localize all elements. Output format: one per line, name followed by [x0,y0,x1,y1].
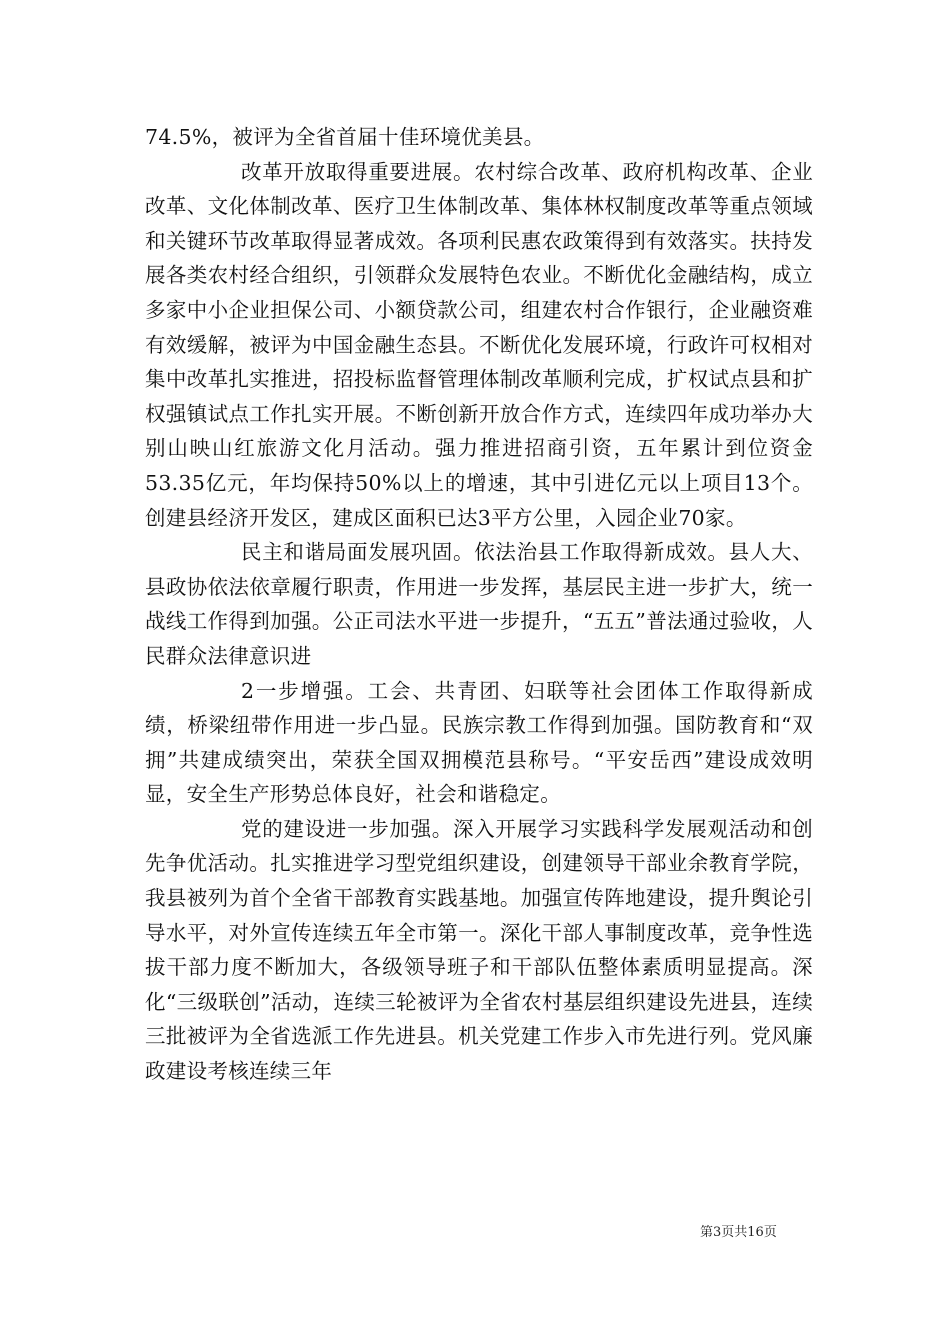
page-number-footer: 第3页共16页 [700,1225,777,1240]
paragraph-reform-opening: 改革开放取得重要进展。农村综合改革、政府机构改革、企业改革、文化体制改革、医疗卫生体制改革、集体林权制度改革等重点领域和关键环节改革取得显著成效。各项利民惠农政策得到有效落实。扶持发展各类农村经合组织，引领群众发展特色农业。不断优化金融结构，成立多家中小企业担保公司、小额贷款公司，组建农村合作银行，企业融资难有效缓解，被评为中国金融生态县。不断优化发展环境，行政许可权相对集中改革扎实推进，招投标监督管理体制改革顺利完成，扩权试点县和扩权强镇试点工作扎实开展。不断创新开放合作方式，连续四年成功举办大别山映山红旅游文化月活动。强力推进招商引资，五年累计到位资金53.35亿元，年均保持50%以上的增速，其中引进亿元以上项目13个。创建县经济开发区，建成区面积已达3平方公里，入园企业70家。 [145,159,813,530]
document-body [145,120,813,1089]
paragraph-continuation: 74.5%，被评为全省首届十佳环境优美县。 [145,125,545,149]
paragraph-social-groups: 2一步增强。工会、共青团、妇联等社会团体工作取得新成绩，桥梁纽带作用进一步凸显。民族宗教工作得到加强。国防教育和“双拥”共建成绩突出，荣获全国双拥模范县称号。“平安岳西”建设成效明显，安全生产形势总体良好，社会和谐稳定。 [145,678,813,807]
paragraph-party-building: 党的建设进一步加强。深入开展学习实践科学发展观活动和创先争优活动。扎实推进学习型党组织建设，创建领导干部业余教育学院，我县被列为首个全省干部教育实践基地。加强宣传阵地建设，提升舆论引导水平，对外宣传连续五年全市第一。深化干部人事制度改革，竞争性选拔干部力度不断加大，各级领导班子和干部队伍整体素质明显提高。深化“三级联创”活动，连续三轮被评为全省农村基层组织建设先进县，连续三批被评为全省选派工作先进县。机关党建工作步入市先进行列。党风廉政建设考核连续三年 [145,816,813,1084]
paragraph-democracy-harmony: 民主和谐局面发展巩固。依法治县工作取得新成效。县人大、县政协依法依章履行职责，作用进一步发挥，基层民主进一步扩大，统一战线工作得到加强。公正司法水平进一步提升，“五五”普法通过验收，人民群众法律意识进 [145,540,813,668]
